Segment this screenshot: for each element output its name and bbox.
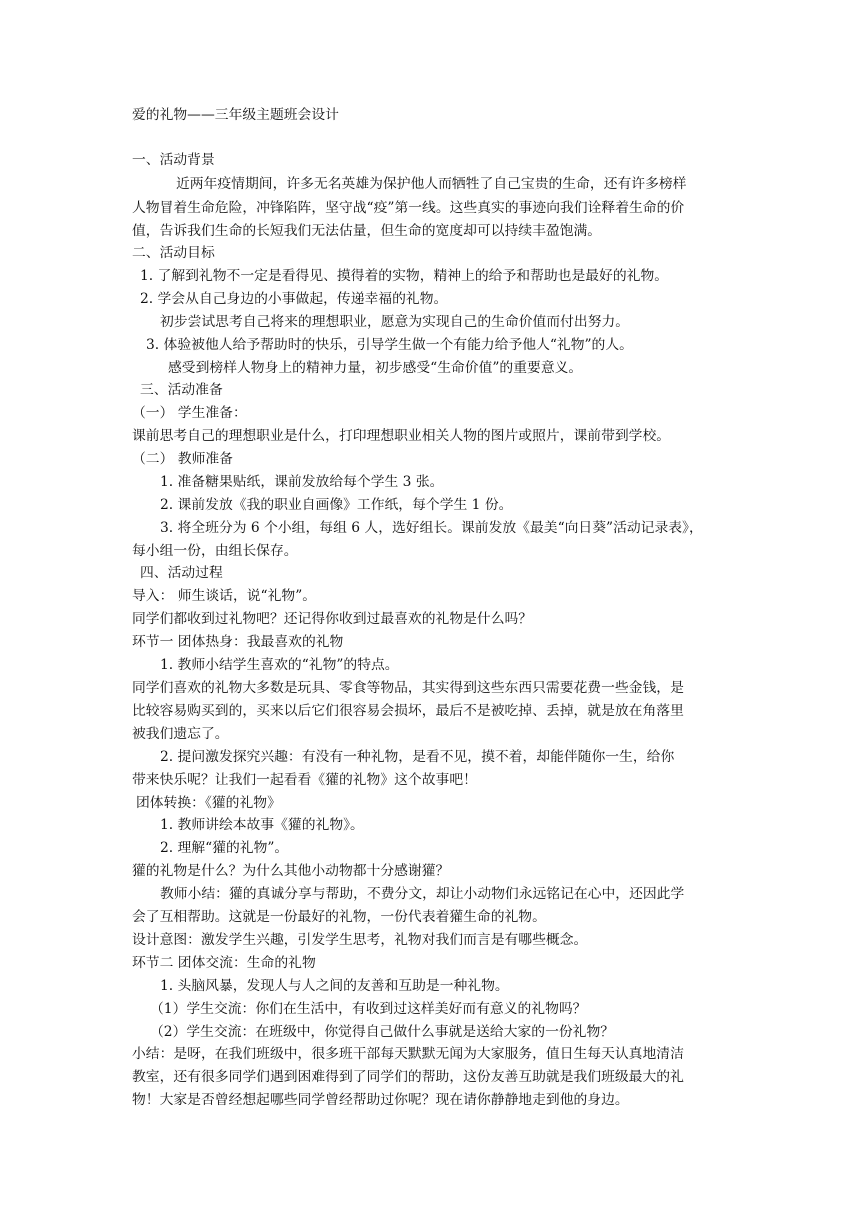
paragraph-line: 每小组一份，由组长保存。 <box>132 543 298 559</box>
list-item: 1. 教师讲绘本故事《獾的礼物》。 <box>160 817 364 833</box>
paragraph-line: 教师小结：獾的真诚分享与帮助，不费分文，却让小动物们永远铭记在心中，还因此学 <box>160 886 685 902</box>
paragraph-line: 课前思考自己的理想职业是什么，打印理想职业相关人物的图片或照片，课前带到学校。 <box>132 428 671 444</box>
list-item: （2）学生交流：在班级中，你觉得自己做什么事就是送给大家的一份礼物？ <box>150 1024 615 1040</box>
paragraph-line: 比较容易购买到的，买来以后它们很容易会损坏，最后不是被吃掉、丢掉，就是放在角落里 <box>132 703 684 719</box>
subsection-heading: 环节二 团体交流：生命的礼物 <box>132 955 316 971</box>
section-heading: 四、活动过程 <box>140 565 223 581</box>
list-item: 1. 准备糖果贴纸，课前发放给每个学生 3 张。 <box>160 474 444 490</box>
subsection-heading: （一） 学生准备： <box>132 405 247 421</box>
list-item: 2. 理解“獾的礼物”。 <box>160 840 289 856</box>
list-item: 2. 学会从自己身边的小事做起，传递幸福的礼物。 <box>140 291 448 307</box>
list-item: 2. 提问激发探究兴趣：有没有一种礼物，是看不见，摸不着，却能伴随你一生，给你 <box>160 749 675 765</box>
paragraph-line: 教室，还有很多同学们遇到困难得到了同学们的帮助，这份友善互助就是我们班级最大的礼 <box>132 1069 684 1085</box>
subsection-heading: 团体转换：《獾的礼物》 <box>136 795 281 811</box>
list-item: 2. 课前发放《我的职业自画像》工作纸，每个学生 1 份。 <box>160 497 513 513</box>
paragraph-line: 值，告诉我们生命的长短我们无法估量，但生命的宽度却可以持续丰盈饱满。 <box>132 223 602 239</box>
list-item: 1. 了解到礼物不一定是看得见、摸得着的实物，精神上的给予和帮助也是最好的礼物。 <box>140 268 669 284</box>
paragraph-line: 獾的礼物是什么？为什么其他小动物都十分感谢獾？ <box>132 863 450 879</box>
list-item: 1. 教师小结学生喜欢的“礼物”的特点。 <box>160 657 399 673</box>
paragraph-line: 人物冒着生命危险，冲锋陷阵，坚守战“疫”第一线。这些真实的事迹向我们诠释着生命的价 <box>132 200 685 216</box>
section-heading: 二、活动目标 <box>132 245 215 261</box>
paragraph-line: 带来快乐呢？让我们一起看看《獾的礼物》这个故事吧！ <box>132 772 477 788</box>
section-heading: 一、活动背景 <box>132 152 215 168</box>
paragraph-line: 被我们遗忘了。 <box>132 726 229 742</box>
paragraph-line: 物！大家是否曾经想起哪些同学曾经帮助过你呢？现在请你静静地走到他的身边。 <box>132 1092 629 1108</box>
list-item: （1）学生交流：你们在生活中，有收到过这样美好而有意义的礼物吗？ <box>150 1001 587 1017</box>
paragraph-line: 小结：是呀，在我们班级中，很多班干部每天默默无闻为大家服务，值日生每天认真地清洁 <box>132 1046 684 1062</box>
paragraph-line: 同学们都收到过礼物吧？还记得你收到过最喜欢的礼物是什么吗？ <box>132 611 533 627</box>
paragraph-line: 感受到榜样人物身上的精神力量，初步感受“生命价值”的重要意义。 <box>168 360 583 376</box>
paragraph-line: 初步尝试思考自己将来的理想职业，愿意为实现自己的生命价值而付出努力。 <box>160 314 630 330</box>
subsection-heading: （二） 教师准备 <box>132 451 233 467</box>
list-item: 3. 将全班分为 6 个小组，每组 6 人，选好组长。课前发放《最美“向日葵”活动记录表》， <box>160 520 703 536</box>
paragraph-line: 会了互相帮助。这就是一份最好的礼物，一份代表着獾生命的礼物。 <box>132 909 546 925</box>
paragraph-line: 同学们喜欢的礼物大多数是玩具、零食等物品，其实得到这些东西只需要花费一些金钱，是 <box>132 680 684 696</box>
section-heading: 三、活动准备 <box>140 382 223 398</box>
list-item: 3. 体验被他人给予帮助时的快乐，引导学生做一个有能力给予他人“礼物”的人。 <box>146 337 633 353</box>
document-title: 爱的礼物——三年级主题班会设计 <box>132 107 339 123</box>
list-item: 1. 头脑风暴，发现人与人之间的友善和互助是一种礼物。 <box>160 978 509 994</box>
paragraph-line: 设计意图：激发学生兴趣，引发学生思考，礼物对我们而言是有哪些概念。 <box>132 932 588 948</box>
paragraph-line: 导入： 师生谈话，说“礼物”。 <box>132 588 317 604</box>
subsection-heading: 环节一 团体热身：我最喜欢的礼物 <box>132 634 344 650</box>
paragraph-line: 近两年疫情期间，许多无名英雄为保护他人而牺牲了自己宝贵的生命，还有许多榜样 <box>176 176 687 192</box>
